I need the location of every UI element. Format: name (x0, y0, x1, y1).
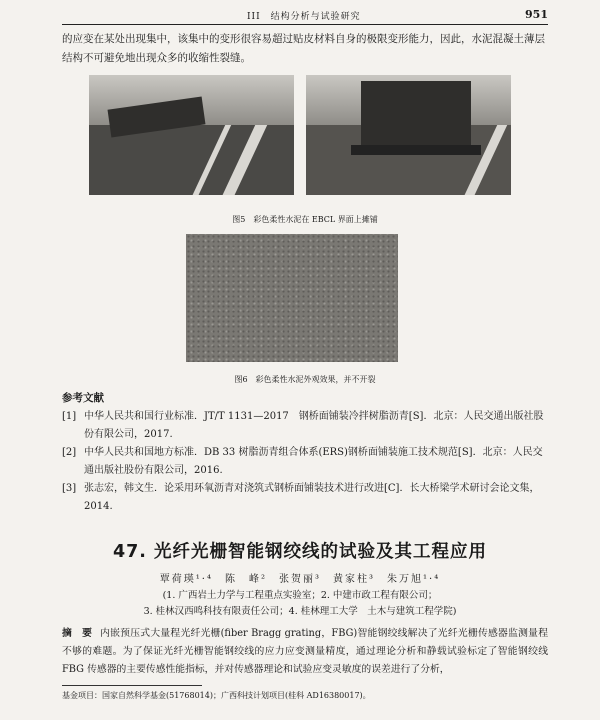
figure5-right-photo (306, 75, 511, 195)
funding-footnote: 基金项目：国家自然科学基金(51768014)；广西科技计划项目(桂科 AD16380017)。 (62, 691, 371, 700)
author-list: 覃荷瑛¹·⁴ 陈 峰² 张贺丽³ 黄家柱³ 朱万旭¹·⁴ (159, 574, 441, 585)
page-number: 951 (525, 8, 548, 21)
footnote-rule (62, 685, 202, 686)
header-rule (62, 24, 548, 25)
reference-text: 张志宏，韩文生．论采用环氧沥青对浇筑式钢桥面铺装技术进行改进[C]．长大桥梁学术研讨会论文集，2014. (84, 483, 540, 512)
reference-number: [3] (62, 483, 77, 494)
references-heading: 参考文献 (62, 392, 104, 404)
figure5-left-photo (89, 75, 294, 195)
reference-item (62, 444, 548, 480)
reference-number: [1] (62, 411, 77, 422)
references-list (62, 408, 548, 516)
article-title: 47. 光纤光栅智能钢绞线的试验及其工程应用 (112, 542, 488, 562)
intro-paragraph: 的应变在某处出现集中，该集中的变形很容易超过贴皮材料自身的极限变形能力，因此，水泥混凝土薄层结构不可避免地出现众多的收缩性裂缝。 (62, 33, 545, 64)
figure6-caption: 图6 彩色柔性水泥外观效果，并不开裂 (234, 375, 376, 384)
affiliation-line: 3. 桂林汉西鸣科技有限责任公司；4. 桂林理工大学 土木与建筑工程学院) (143, 606, 457, 617)
figure5-caption: 图5 彩色柔性水泥在 EBCL 界面上摊铺 (232, 215, 378, 224)
reference-number: [2] (62, 447, 77, 458)
abstract-label: 摘 要 (62, 628, 93, 639)
reference-item (62, 480, 548, 516)
running-header (62, 8, 548, 22)
reference-item (62, 408, 548, 444)
reference-text: 中华人民共和国行业标准．JT/T 1131—2017 钢桥面铺装冷拌树脂沥青[S]．北京：人民交通出版社股份有限公司，2017. (84, 411, 544, 440)
reference-text: 中华人民共和国地方标准．DB 33 树脂沥青组合体系(ERS)钢桥面铺装施工技术规范[S]．北京：人民交通出版社股份有限公司，2016. (84, 447, 543, 476)
abstract (62, 625, 548, 679)
affiliation-line: (1. 广西岩土力学与工程重点实验室；2. 中建市政工程有限公司； (162, 590, 438, 601)
abstract-text: 内嵌预压式大量程光纤光栅(fiber Bragg grating，FBG)智能钢绞线解决了光纤光栅传感器监测量程不够的难题。为了保证光纤光栅智能钢绞线的应力应变测量精度，通过理论分析和静载试验标定了智能钢绞线 FBG 传感器的主要传感性能指标，并对传感器理论和试验应变灵敏度的误差进行了分析， (62, 628, 548, 675)
figure6-photo (186, 234, 398, 362)
header-section: III 结构分析与试验研究 (247, 12, 361, 22)
